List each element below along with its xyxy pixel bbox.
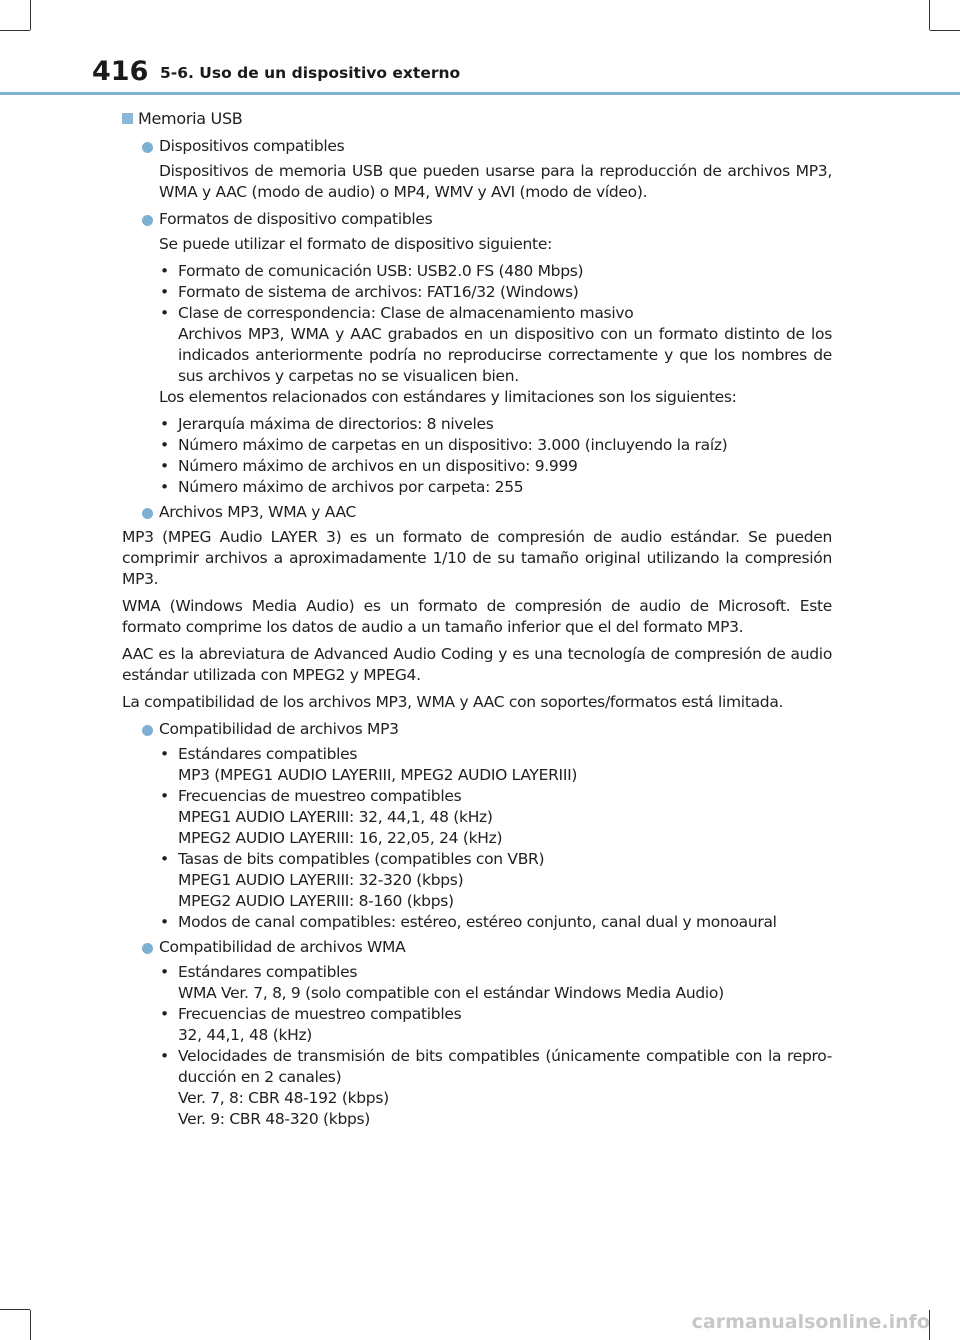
crop-mark: [929, 0, 930, 30]
formats-intro: Se puede utilizar el formato de dispositivo siguiente:: [159, 235, 552, 253]
files-para: La compatibilidad de los archivos MP3, WMA y AAC con soportes/formatos está limitada.: [122, 693, 784, 711]
list-item: • Velocidades de transmisión de bits compatibles (únicamente compatible con la repro-ducción en 2 canales) Ver. 7, 8: CBR 48-192 (kbps) Ver. 9: CBR 48-320 (kbps): [160, 1047, 832, 1128]
list-item: • Formato de comunicación USB: USB2.0 FS (480 Mbps): [160, 262, 584, 280]
subheading-wma: Compatibilidad de archivos WMA: [122, 937, 832, 958]
files-para: MP3 (MPEG Audio LAYER 3) es un formato de compresión de audio estándar. Se pueden comprimir archivos a aproximadamente 1/10 de su tamaño original utilizando la compresión MP3.: [122, 528, 832, 588]
formats-list: [122, 261, 832, 387]
crop-mark: [0, 1309, 30, 1310]
wma-list: [122, 962, 832, 1130]
circle-bullet-icon: [142, 943, 153, 954]
section-heading-text: Memoria USB: [138, 109, 243, 128]
square-bullet-icon: [122, 113, 133, 124]
list-item: • Estándares compatibles WMA Ver. 7, 8, 9 (solo compatible con el estándar Windows Media Audio): [160, 963, 724, 1002]
list-item: • Frecuencias de muestreo compatibles MPEG1 AUDIO LAYERIII: 32, 44,1, 48 (kHz) MPEG2 AUDIO LAYERIII: 16, 22,05, 24 (kHz): [160, 787, 503, 847]
subheading-mp3: Compatibilidad de archivos MP3: [122, 719, 832, 740]
circle-bullet-icon: [142, 725, 153, 736]
crop-mark: [930, 30, 960, 31]
files-para: WMA (Windows Media Audio) es un formato de compresión de audio de Microsoft. Este formato comprime los datos de audio a un tamaño inferior que el del formato MP3.: [122, 597, 832, 636]
list-item: • Frecuencias de muestreo compatibles 32, 44,1, 48 (kHz): [160, 1005, 462, 1044]
list-item: • Clase de correspondencia: Clase de almacenamiento masivo Archivos MP3, WMA y AAC grabados en un dispositivo con un formato distinto de los indicados anteriormente podría no reproducirse correctamente y que los nombres de sus archivos y carpetas no se visualicen bien.: [160, 304, 832, 385]
list-item: • Modos de canal compatibles: estéreo, estéreo conjunto, canal dual y monoaural: [160, 913, 777, 931]
list-item: • Tasas de bits compatibles (compatibles con VBR) MPEG1 AUDIO LAYERIII: 32-320 (kbps) MPEG2 AUDIO LAYERIII: 8-160 (kbps): [160, 850, 545, 910]
list-item: • Formato de sistema de archivos: FAT16/32 (Windows): [160, 283, 579, 301]
subheading-formats: Formatos de dispositivo compatibles: [122, 209, 832, 230]
subheading-files: Archivos MP3, WMA y AAC: [122, 502, 832, 523]
limits-list: [122, 414, 832, 498]
circle-bullet-icon: [142, 215, 153, 226]
section-heading: [122, 108, 832, 130]
list-item: • Jerarquía máxima de directorios: 8 niveles: [160, 415, 494, 433]
subheading-devices: Dispositivos compatibles: [122, 136, 832, 157]
formats-note: Archivos MP3, WMA y AAC grabados en un dispositivo con un formato distinto de los indicados anteriormente podría no reproducirse correctamente y que los nombres de sus archivos y carpetas no se visualicen bien.: [178, 325, 832, 385]
crop-mark: [30, 1310, 31, 1340]
list-item: • Número máximo de archivos por carpeta: 255: [160, 478, 524, 496]
page-content: [122, 108, 832, 1134]
list-item: • Número máximo de carpetas en un dispositivo: 3.000 (incluyendo la raíz): [160, 436, 728, 454]
list-item: • Número máximo de archivos en un dispositivo: 9.999: [160, 457, 578, 475]
section-title: 5-6. Uso de un dispositivo externo: [160, 64, 461, 82]
devices-text: Dispositivos de memoria USB que pueden usarse para la reproducción de archivos MP3, WMA y AAC (modo de audio) o MP4, WMV y AVI (modo de vídeo).: [159, 162, 832, 201]
crop-mark: [0, 30, 30, 31]
mp3-list: [122, 744, 832, 933]
header-rule: [0, 92, 960, 95]
watermark: carmanualsonline.info: [691, 1311, 930, 1333]
limits-intro: Los elementos relacionados con estándares y limitaciones son los siguientes:: [159, 388, 737, 406]
files-para: AAC es la abreviatura de Advanced Audio Coding y es una tecnología de compresión de audio estándar utilizada con MPEG2 y MPEG4.: [122, 645, 832, 684]
list-item: • Estándares compatibles MP3 (MPEG1 AUDIO LAYERIII, MPEG2 AUDIO LAYERIII): [160, 745, 578, 784]
crop-mark: [30, 0, 31, 30]
circle-bullet-icon: [142, 508, 153, 519]
circle-bullet-icon: [142, 142, 153, 153]
page-number: 416: [92, 56, 149, 87]
